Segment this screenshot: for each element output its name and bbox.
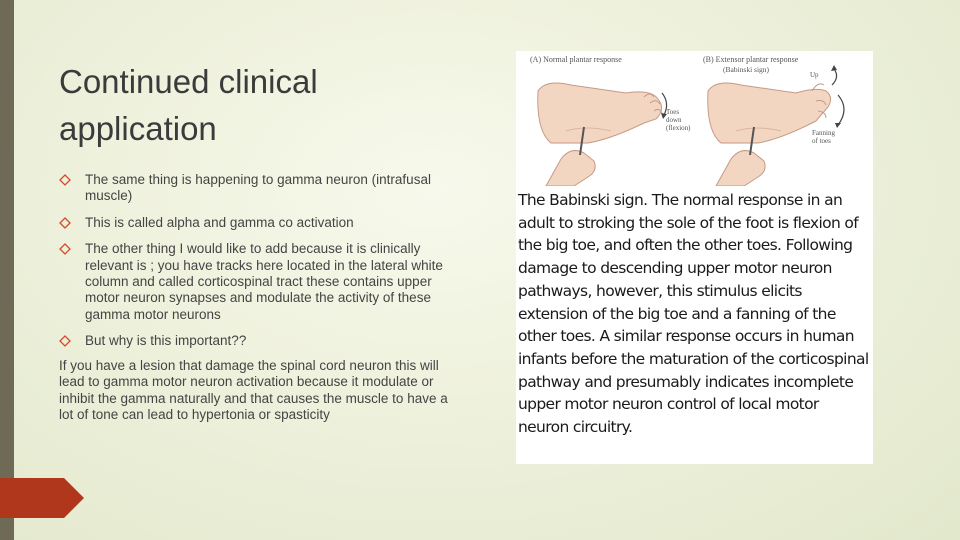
figure-caption-b-sub: (Babinski sign) [723, 65, 770, 74]
bullet-item [59, 241, 449, 323]
bullet-item [59, 172, 449, 205]
fanning-arrow-icon [838, 95, 844, 125]
toes-up-arrow-icon [832, 69, 837, 85]
figure-description-text: The Babinski sign. The normal response in an adult to stroking the sole of the foot is flexion of the big toe, and often the other toes. Following damage to descending upper motor neuron pathways, however, this stimulus elicits extension of the big toe and a fanning of the other toes. A similar response occurs in human infants before the maturation of the corticospinal pathway and presumably indicates incomplete upper motor neuron control of local motor neuron circuitry. [518, 191, 869, 437]
body-paragraph: If you have a lesion that damage the spinal cord neuron this will lead to gamma motor neuron activation because it modulate or inhibit the gamma naturally and that causes the muscle to have a lot of tone can lead to hypertonia or spasticity [59, 358, 448, 423]
bullet-list [59, 172, 449, 360]
slide-arrow-tab [0, 478, 84, 518]
left-accent-bar [0, 0, 14, 540]
label-toes-down: Toes down (flexion) [666, 108, 691, 132]
bullet-item [59, 333, 449, 349]
bullet-text: This is called alpha and gamma co activation [85, 214, 354, 230]
figure-caption-a: (A) Normal plantar response [530, 55, 622, 64]
bullet-text: The same thing is happening to gamma neuron (intrafusal muscle) [85, 172, 431, 204]
foot-normal-icon [538, 83, 662, 143]
label-up: Up [810, 71, 819, 79]
slide-title: Continued clinical application [59, 63, 318, 147]
figure-caption-b: (B) Extensor plantar response [703, 55, 799, 64]
bullet-item [59, 215, 449, 231]
diamond-bullet-icon [59, 174, 71, 186]
bullet-text: But why is this important?? [85, 333, 247, 349]
diamond-bullet-icon [59, 335, 71, 347]
label-fanning: Fanning of toes [812, 129, 835, 145]
diamond-bullet-icon [59, 217, 71, 229]
babinski-figure [516, 51, 873, 464]
bullet-text: The other thing I would like to add because it is clinically relevant is ; you have tracks here located in the lateral white column and called corticospinal tract these contains upper motor neuron synapses and modulate the activity of these gamma motor neurons [85, 241, 443, 322]
plantar-response-illustration [516, 51, 873, 186]
diamond-bullet-icon [59, 243, 71, 255]
